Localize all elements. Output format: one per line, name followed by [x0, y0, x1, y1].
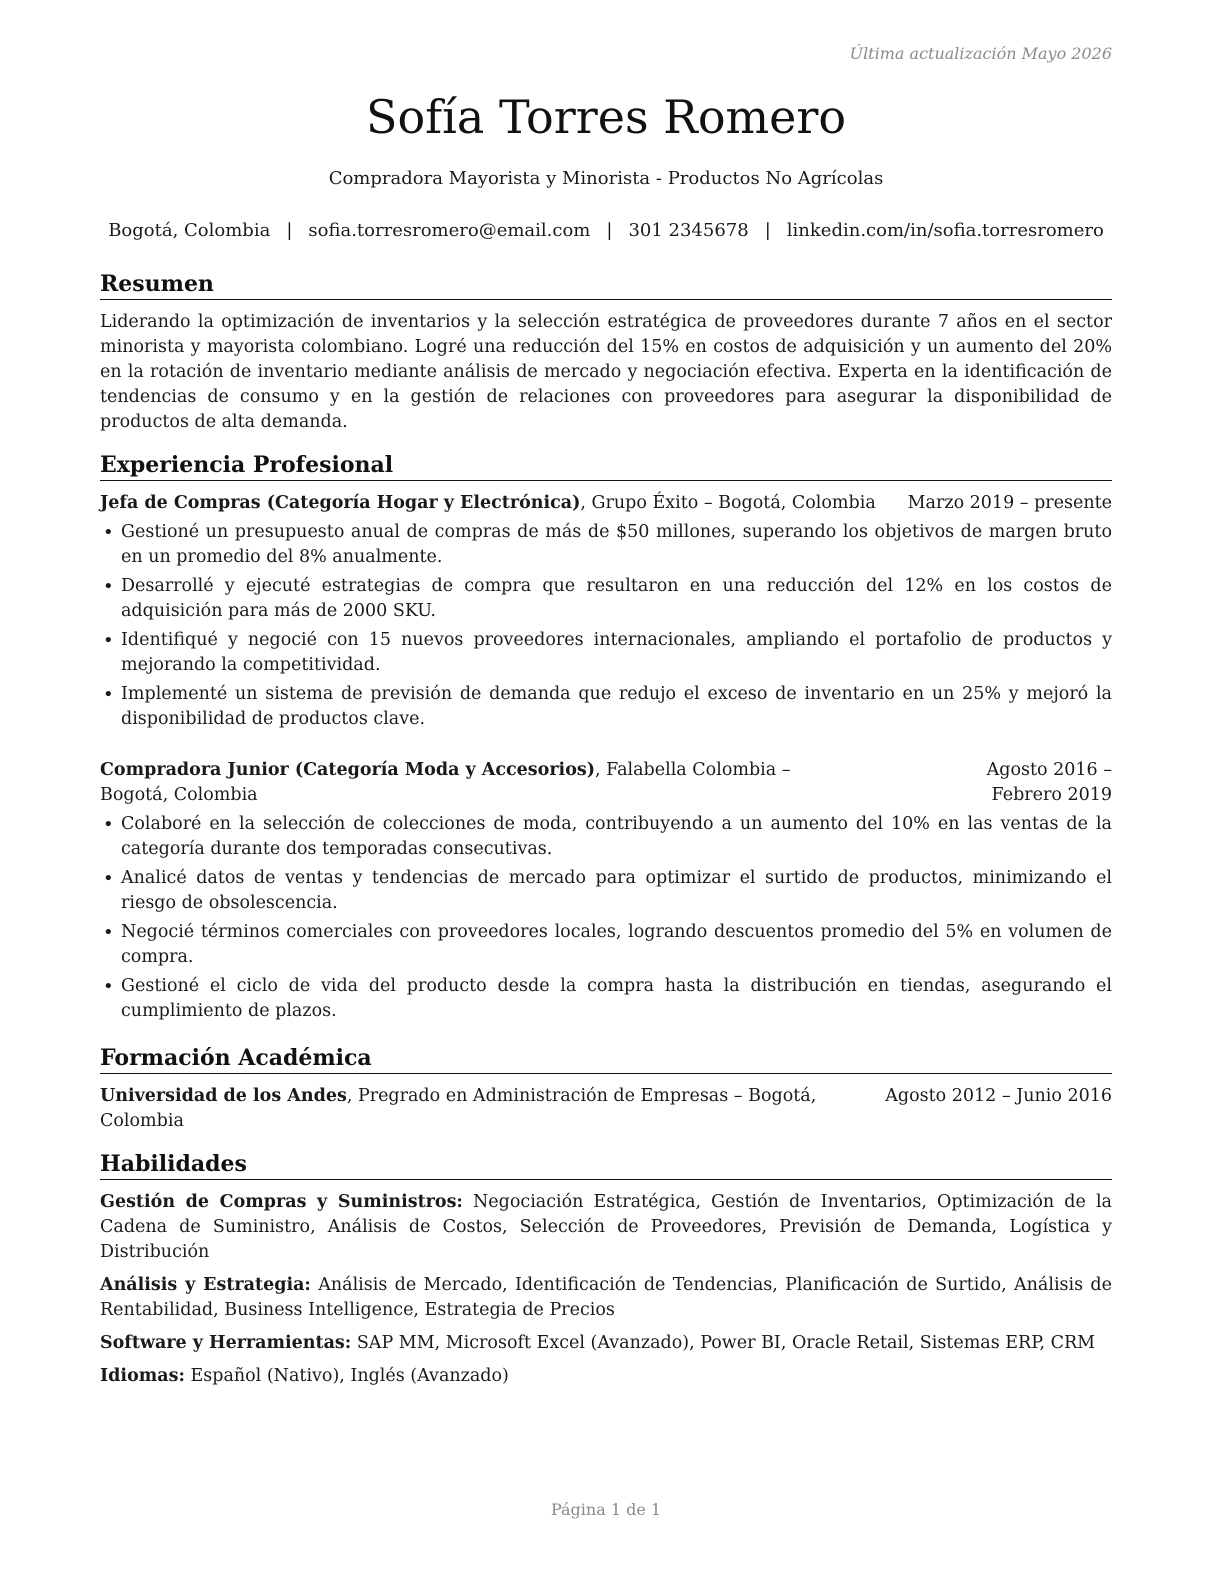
candidate-name: Sofía Torres Romero	[365, 90, 847, 144]
job-dates: Marzo 2019 – presente	[907, 493, 1112, 513]
skill-label: Idiomas:	[100, 1366, 185, 1386]
skill-group	[100, 1364, 1112, 1389]
education-school: Universidad de los Andes	[100, 1086, 347, 1106]
job-header	[100, 491, 1112, 516]
summary-text: Liderando la optimización de inventarios y la selección estratégica de proveedores durante 7 años en el sector minorista y mayorista colombiano. Logré una reducción del 15% en costos de adquisición y un aumento del 20% en la rotación de inventario mediante análisis de mercado y negociación efectiva. Experta en la identificación de tendencias de consumo y en la gestión de relaciones con proveedores para asegurar la disponibilidad de productos de alta demanda.	[100, 312, 1112, 432]
last-updated-note: Última actualización Mayo 2026	[849, 44, 1112, 63]
list-item: • Implementé un sistema de previsión de demanda que redujo el exceso de inventario en un 25% y mejoró la disponibilidad de productos clave.	[100, 682, 1112, 732]
job-bullets	[100, 520, 1112, 732]
education-entry	[100, 1084, 1112, 1134]
contact-email[interactable]: sofia.torresromero@email.com	[308, 220, 591, 241]
skill-items: SAP MM, Microsoft Excel (Avanzado), Power BI, Oracle Retail, Sistemas ERP, CRM	[351, 1333, 1096, 1353]
contact-phone: 301 2345678	[628, 220, 749, 241]
contact-location: Bogotá, Colombia	[108, 220, 271, 241]
job-entry	[100, 758, 1112, 1024]
experience-heading: Experiencia Profesional	[100, 451, 1112, 481]
skill-label: Análisis y Estrategia:	[100, 1275, 311, 1295]
job-dates: Agosto 2016 – Febrero 2019	[986, 760, 1112, 805]
skill-label: Software y Herramientas:	[100, 1333, 352, 1353]
job-role: Jefa de Compras (Categoría Hogar y Electrónica)	[100, 493, 581, 513]
skill-group	[100, 1190, 1112, 1265]
contact-line	[0, 218, 1212, 244]
candidate-title: Compradora Mayorista y Minorista - Productos No Agrícolas	[328, 168, 884, 189]
contact-linkedin[interactable]: linkedin.com/in/sofia.torresromero	[786, 220, 1104, 241]
job-entry	[100, 491, 1112, 732]
job-company: , Grupo Éxito – Bogotá, Colombia	[580, 493, 876, 513]
list-item: • Negocié términos comerciales con proveedores locales, logrando descuentos promedio del 5% en volumen de compra.	[100, 920, 1112, 970]
contact-separator: |	[606, 220, 613, 241]
resume-body	[100, 270, 1112, 1397]
list-item: • Gestioné el ciclo de vida del producto desde la compra hasta la distribución en tiendas, asegurando el cumplimiento de plazos.	[100, 974, 1112, 1024]
list-item: • Analicé datos de ventas y tendencias de mercado para optimizar el surtido de productos, minimizando el riesgo de obsolescencia.	[100, 866, 1112, 916]
contact-separator: |	[764, 220, 771, 241]
education-degree: , Pregrado en Administración de Empresas – Bogotá, Colombia	[100, 1086, 817, 1131]
skill-items: Negociación Estratégica, Gestión de Inventarios, Optimización de la Cadena de Suministro, Análisis de Costos, Selección de Proveedores, Previsión de Demanda, Logística y Distribución	[100, 1192, 1112, 1262]
job-bullets	[100, 812, 1112, 1024]
contact-separator: |	[286, 220, 293, 241]
skill-items: Análisis de Mercado, Identificación de Tendencias, Planificación de Surtido, Análisis de Rentabilidad, Business Intelligence, Estrategia de Precios	[100, 1275, 1112, 1320]
job-company: , Falabella Colombia – Bogotá, Colombia	[100, 760, 791, 805]
skill-group	[100, 1273, 1112, 1323]
list-item: • Desarrollé y ejecuté estrategias de compra que resultaron en una reducción del 12% en los costos de adquisición para más de 2000 SKU.	[100, 574, 1112, 624]
job-header	[100, 758, 1112, 808]
list-item: • Gestioné un presupuesto anual de compras de más de $50 millones, superando los objetivos de margen bruto en un promedio del 8% anualmente.	[100, 520, 1112, 570]
skills-heading: Habilidades	[100, 1150, 1112, 1180]
list-item: • Identifiqué y negocié con 15 nuevos proveedores internacionales, ampliando el portafolio de productos y mejorando la competitividad.	[100, 628, 1112, 678]
skill-items: Español (Nativo), Inglés (Avanzado)	[184, 1366, 509, 1386]
skill-group	[100, 1331, 1112, 1356]
summary-heading: Resumen	[100, 270, 1112, 300]
education-dates: Agosto 2012 – Junio 2016	[885, 1086, 1112, 1106]
education-heading: Formación Académica	[100, 1044, 1112, 1074]
job-role: Compradora Junior (Categoría Moda y Accesorios)	[100, 760, 595, 780]
list-item: • Colaboré en la selección de colecciones de moda, contribuyendo a un aumento del 10% en las ventas de la categoría durante dos temporadas consecutivas.	[100, 812, 1112, 862]
page-number: Página 1 de 1	[550, 1500, 662, 1519]
skill-label: Gestión de Compras y Suministros:	[100, 1192, 463, 1212]
